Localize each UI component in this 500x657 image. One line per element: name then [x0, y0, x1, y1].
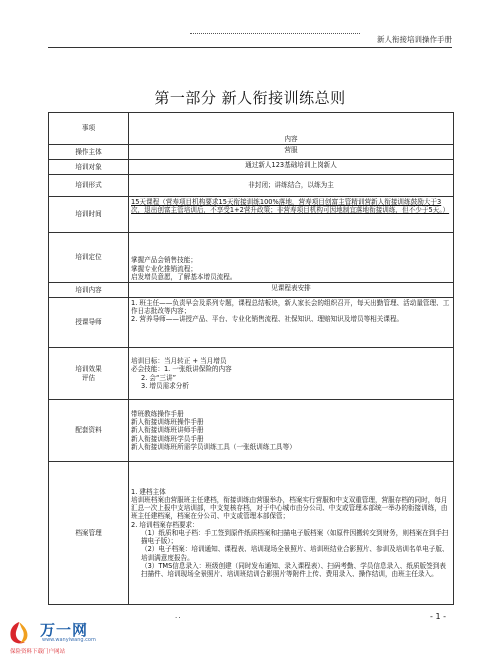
row-value: 非封闭；讲练结合，以练为主	[129, 175, 454, 197]
table-row	[49, 197, 454, 233]
row-label	[49, 348, 129, 400]
row-line: 1. 班主任——负责早会及系列专题，课程总结板块，新人家长会的组织召开，每天出勤管理、活动量管理、工作日志批改等内容；	[131, 299, 450, 316]
row-line: （3）TMS信息录入：班级创建（同时发布通知、录入课程表）、扫码考勤、学员信息录入、纸质版签到表扫描件、培训现场全景照片、培训班结训合影照片等附件上传、费用录入、操作结训，由班主任录入。	[141, 561, 446, 579]
footer-dots: ··	[175, 614, 182, 622]
row-value	[129, 197, 454, 233]
row-line: 1. 建档主体	[131, 487, 166, 496]
row-line: 培训班档案由营服班主任建档，衔接训练由营服举办，档案实行营服和中支双重管理，营服存档的同时，每月汇总一次上报中支培训部，中支复核存档，对于中心城市由分公司、中支或管理本部统一举办的衔接训练，由班主任建档案，档案在分公司、中支或管理本部保管；	[131, 495, 448, 521]
row-line: 新人衔接训练班学员手册	[131, 434, 204, 443]
row-line: 带班教练操作手册	[131, 409, 184, 418]
table-row	[49, 298, 454, 348]
row-label: 操作主体	[49, 145, 129, 160]
row-value	[129, 400, 454, 462]
table-row	[49, 283, 454, 298]
row-line: （2）电子档案：培训通知、课程表、培训现场全景照片、培训班结业合影照片、参训及培训名单电子版、培训满意度报告。	[141, 545, 449, 562]
table-header-row	[49, 113, 454, 145]
row-line: 掌握专业化推销流程；	[131, 264, 197, 273]
header-dotted-rule	[190, 33, 360, 34]
running-header: 新人衔接培训操作手册	[377, 35, 452, 44]
row-label: 培训定位	[49, 233, 129, 283]
row-value	[129, 348, 454, 400]
row-value	[129, 462, 454, 605]
table-row	[49, 400, 454, 462]
table-row	[49, 462, 454, 605]
page-number: - 1 -	[430, 612, 446, 621]
row-value: 营服	[129, 145, 454, 160]
row-label: 培训时间	[49, 197, 129, 233]
row-label: 档案管理	[49, 462, 129, 605]
row-line: 2. 营养导师——讲授产品、平台、专业化销售流程、社保知识、理赔知识及增员等相关课程。	[131, 315, 404, 324]
table-row	[49, 145, 454, 160]
watermark-logo-icon	[6, 620, 32, 646]
row-label-line: 评估	[81, 373, 96, 382]
table-row	[49, 348, 454, 400]
row-value	[129, 298, 454, 348]
table-row	[49, 175, 454, 197]
section-title: 第一部分 新人衔接训练总则	[154, 89, 346, 107]
row-line: 必会技能：1. 一张纸讲保险的内容	[131, 365, 232, 374]
row-line: 培训目标：当月转正 + 当月增员	[131, 357, 227, 366]
row-label: 培训对象	[49, 160, 129, 175]
row-label: 培训内容	[49, 283, 129, 298]
header-rule	[48, 47, 452, 48]
row-line: 新人衔接训练班讲师手册	[131, 426, 204, 435]
watermark	[6, 618, 146, 654]
watermark-name: 万一网	[40, 621, 89, 639]
row-line: 2. 会“三讲”	[141, 373, 177, 382]
row-label-line: 培训效果	[75, 365, 102, 374]
row-line: 15天课程（营寿项目机构要求15天衔接训练100%落地，营寿项目创富主管精训营新人衔接训练鼓励大于3次，退出创富主管培训后，不享受1+2营升政策；非营寿项目机构可因地制宜落地衔接训练，但不少于5天。）	[131, 198, 450, 215]
row-label: 培训形式	[49, 175, 129, 197]
row-line: 新人衔接训练班操作手册	[131, 418, 204, 427]
watermark-tagline: 保险资料下载门户网站	[10, 649, 66, 655]
row-value: 见课程表安排	[129, 283, 454, 298]
watermark-url: www.wanyiwang.com	[42, 637, 96, 643]
row-value	[129, 233, 454, 283]
row-value: 通过新人123基础培训上岗新人	[129, 160, 454, 175]
table-row	[49, 160, 454, 175]
row-label: 配套资料	[49, 400, 129, 462]
row-line: 2. 培训档案存档要求：	[131, 520, 199, 529]
row-line: 启发增员意愿，了解基本增员流程。	[131, 272, 237, 281]
row-line: （1）纸质和电子档：手工签到原件纸质档案和扫描电子版档案（如原件因搬转交到财务，则档案在到手扫描电子版）；	[141, 528, 449, 546]
header-label-cell: 事项	[49, 113, 129, 145]
row-label: 授课导师	[49, 298, 129, 348]
table-row	[49, 233, 454, 283]
row-line: 掌握产品会销售技能；	[131, 256, 197, 265]
row-line: 新人衔接训练班所需学员训练工具（一张纸训练工具等）	[131, 442, 296, 451]
overview-table	[48, 112, 454, 605]
header-value-cell: 内容	[129, 113, 454, 145]
row-line: 3. 增员需求分析	[141, 381, 189, 390]
